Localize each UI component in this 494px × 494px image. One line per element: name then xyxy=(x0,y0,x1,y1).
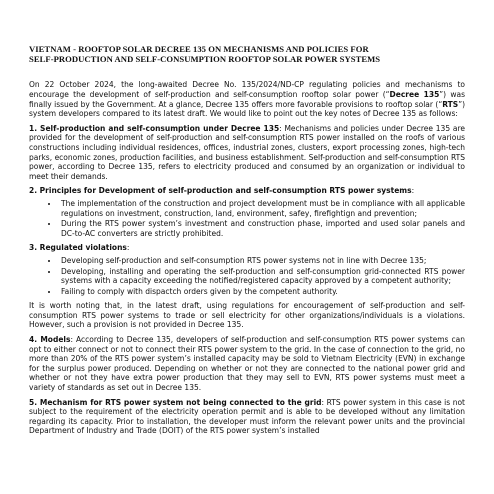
section-5-heading: 5. Mechanism for RTS power system not being connected to the grid xyxy=(29,397,322,407)
section-5 xyxy=(29,398,465,436)
list-item: • The implementation of the construction and project development must be in compliance with all applicable regulations on investment, construction, land, environment, safey, firefightign and prevention; xyxy=(59,199,465,218)
section-1-heading: 1. Self-production and self-consumption under Decree 135 xyxy=(29,123,280,133)
section-3-note: It is worth noting that, in the latest draft, using regulations for encouragement of self-production and self-consumption RTS power systems to trade or sell electricity for other organizations/individuals is a violations. However, such a provision is not provided in Decree 135. xyxy=(29,301,465,330)
list-item: • Failing to comply with dispactch orders given by the competent authority. xyxy=(59,287,465,297)
section-2-list xyxy=(29,199,465,238)
intro-text-e: ”) system developers compared to its latest draft. We would like to point out the key notes of Decree 135 as follows: xyxy=(29,99,465,119)
section-3-colon: : xyxy=(126,243,130,253)
intro-text-c: ”) was finally issued by the Government. At a glance, Decree 135 offers more favorable provisions to rooftop solar (“ xyxy=(29,90,465,109)
list-item: • During the RTS power system’s investment and construction phase, imported and used solar panels and DC-to-AC converters are strictly prohibited. xyxy=(59,219,465,238)
intro-text-a: On 22 October 2024, the long-awaited Decree No. 135/2024/ND-CP regulating policies and mechanisms to encourage the development of self-production and self-consumption rooftop solar power (“ xyxy=(29,80,465,99)
section-5-body: : RTS power system in this case is not subject to the requirement of the electricity operation permit and is able to be developed without any limitation regarding its capacity. Prior to installation, the developer must inform the relevant power units and the provincial Department of Industry and Trade (DOIT) of the RTS power system’s installed xyxy=(29,397,465,436)
section-3-heading-line xyxy=(29,243,465,253)
section-1 xyxy=(29,124,465,182)
section-4-body: : According to Decree 135, developers of self-production and self-consumption RTS power systems can opt to either connect or not to connect their RTS power system to the grid. In the case of connection to the grid, no more than 20% of the RTS power system’s installed capacity may be sold to Vietnam Electricity (EVN) in exchange for the surplus power produced. Depending on whether or not they are connected to the national power grid and whether or not they have extra power production that they may sell to EVN, RTS power systems must meet a variety of standards as set out in Decree 135. xyxy=(29,335,465,393)
section-3-heading: 3. Regulated violations xyxy=(29,243,127,253)
title-line-1: VIETNAM - ROOFTOP SOLAR DECREE 135 ON MECHANISMS AND POLICIES FOR xyxy=(29,44,369,54)
intro-term-rts: RTS xyxy=(442,99,459,109)
list-item: • Developing self-production and self-consumption RTS power systems not in line with Decree 135; xyxy=(59,256,465,266)
document-title xyxy=(29,44,465,64)
section-3-list xyxy=(29,256,465,296)
section-4-heading: 4. Models xyxy=(29,335,71,345)
intro-paragraph xyxy=(29,80,465,118)
section-2-heading-line xyxy=(29,186,465,196)
section-2-number: 2 xyxy=(29,186,35,196)
title-line-2: SELF-PRODUCTION AND SELF-CONSUMPTION ROOFTOP SOLAR POWER SYSTEMS xyxy=(29,54,381,65)
list-item: • Developing, installing and operating the self-production and self-consumption grid-connected RTS power systems with a capacity exceeding the notified/registered capacity approved by a competent authority; xyxy=(59,267,465,286)
section-1-body: : Mechanisms and policies under Decree 135 are provided for the development of self-production and self-consumption RTS power installed on the roofs of various constructions including individual residences, offices, industrial zones, clusters, export processing zones, high-tech parks, economic zones, production facilities, and business establishment. Self-production and self-consumption RTS power, according to Decree 135, refers to electricity produced and consumed by an organization or individual to meet their demands. xyxy=(29,123,465,181)
section-4 xyxy=(29,335,465,393)
intro-term-decree: Decree 135 xyxy=(389,90,440,99)
section-2-colon: : xyxy=(411,186,415,196)
section-2-heading: . Principles for Development of self-production and self-consumption RTS power systems xyxy=(34,186,412,196)
